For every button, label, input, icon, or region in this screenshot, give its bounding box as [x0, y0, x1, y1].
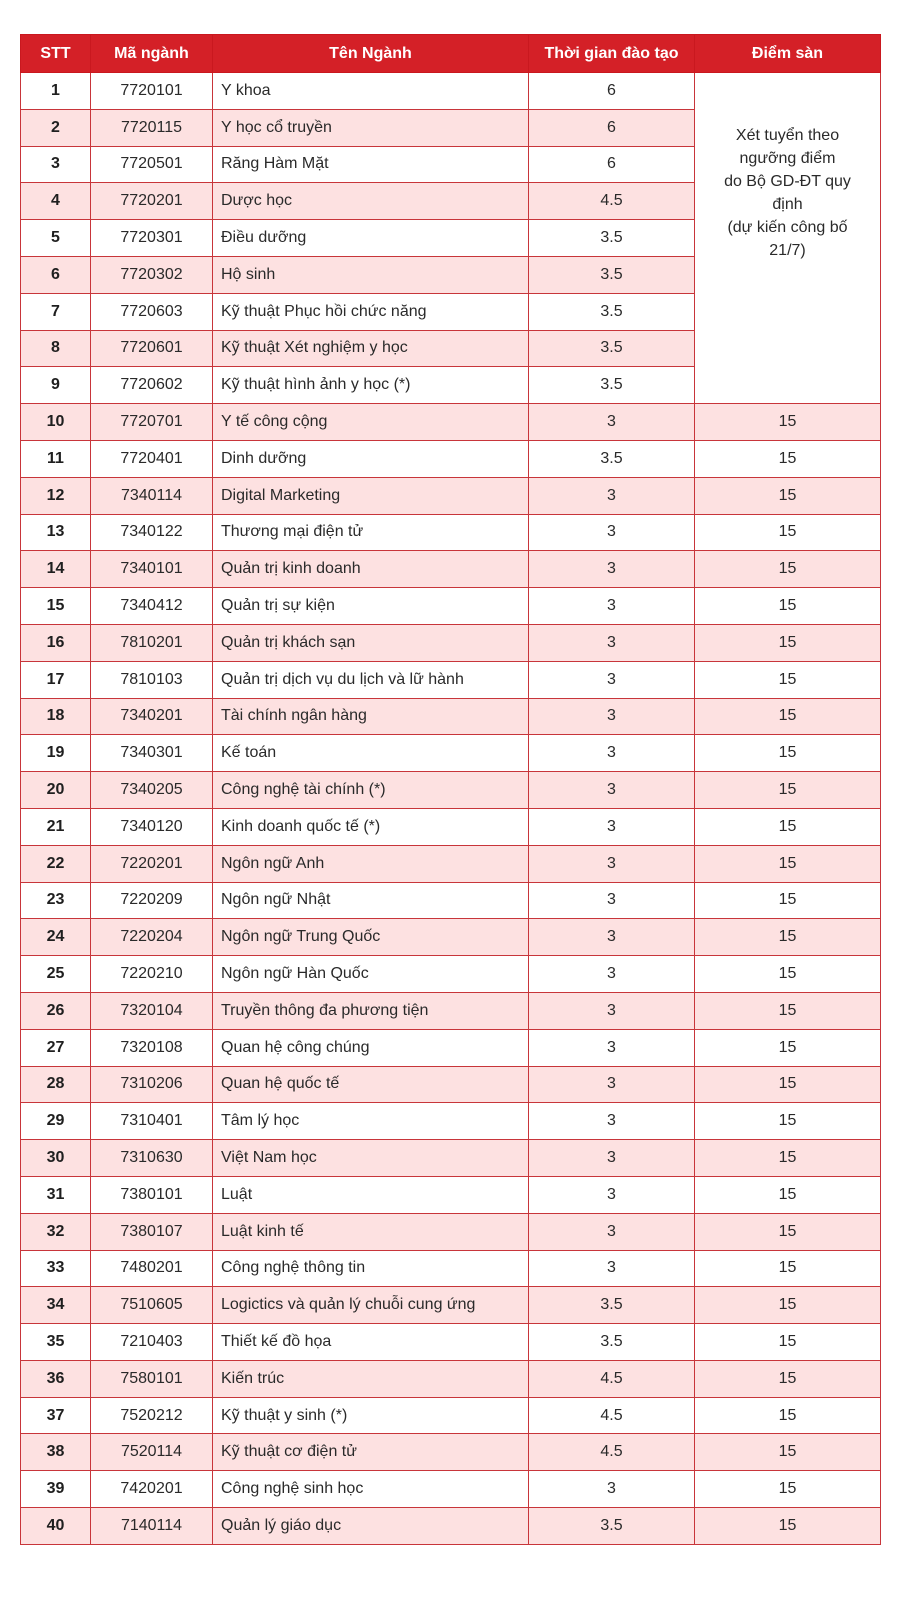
cell-stt: 36: [21, 1360, 91, 1397]
cell-name: Truyền thông đa phương tiện: [213, 992, 529, 1029]
cell-name: Y học cổ truyền: [213, 109, 529, 146]
cell-score: 15: [695, 1287, 881, 1324]
cell-name: Điều dưỡng: [213, 220, 529, 257]
cell-name: Kỹ thuật y sinh (*): [213, 1397, 529, 1434]
cell-score: 15: [695, 624, 881, 661]
cell-code: 7320104: [91, 992, 213, 1029]
table-header-row: [21, 35, 881, 73]
admission-table: [20, 34, 881, 1545]
cell-code: 7340114: [91, 477, 213, 514]
cell-stt: 9: [21, 367, 91, 404]
cell-duration: 3: [529, 477, 695, 514]
cell-stt: 14: [21, 551, 91, 588]
cell-duration: 3.5: [529, 293, 695, 330]
cell-code: 7340120: [91, 808, 213, 845]
table-row: [21, 1029, 881, 1066]
cell-code: 7310401: [91, 1103, 213, 1140]
cell-code: 7720602: [91, 367, 213, 404]
cell-stt: 15: [21, 588, 91, 625]
cell-score: 15: [695, 1397, 881, 1434]
cell-duration: 3: [529, 956, 695, 993]
cell-stt: 25: [21, 956, 91, 993]
table-row: [21, 772, 881, 809]
cell-duration: 3: [529, 404, 695, 441]
table-row: [21, 956, 881, 993]
cell-duration: 3: [529, 1066, 695, 1103]
header-stt: STT: [21, 35, 91, 73]
cell-score: 15: [695, 845, 881, 882]
table-row: [21, 698, 881, 735]
cell-name: Quản trị khách sạn: [213, 624, 529, 661]
cell-code: 7220209: [91, 882, 213, 919]
cell-stt: 2: [21, 109, 91, 146]
cell-score: 15: [695, 404, 881, 441]
cell-score: 15: [695, 1140, 881, 1177]
cell-stt: 18: [21, 698, 91, 735]
cell-score: 15: [695, 1103, 881, 1140]
table-row: [21, 808, 881, 845]
table-row: [21, 1471, 881, 1508]
cell-duration: 4.5: [529, 1434, 695, 1471]
cell-code: 7220201: [91, 845, 213, 882]
cell-score: 15: [695, 808, 881, 845]
cell-stt: 27: [21, 1029, 91, 1066]
cell-stt: 30: [21, 1140, 91, 1177]
cell-score: 15: [695, 1508, 881, 1545]
cell-duration: 3: [529, 882, 695, 919]
table-body: [21, 73, 881, 1545]
cell-code: 7380101: [91, 1176, 213, 1213]
table-row: [21, 1176, 881, 1213]
cell-score: 15: [695, 992, 881, 1029]
cell-duration: 3.5: [529, 220, 695, 257]
cell-stt: 6: [21, 256, 91, 293]
table-row: [21, 1397, 881, 1434]
cell-score: 15: [695, 698, 881, 735]
table-row: [21, 1324, 881, 1361]
header-score: Điểm sàn: [695, 35, 881, 73]
cell-score: 15: [695, 772, 881, 809]
cell-name: Dược học: [213, 183, 529, 220]
cell-name: Thương mại điện tử: [213, 514, 529, 551]
cell-name: Logictics và quản lý chuỗi cung ứng: [213, 1287, 529, 1324]
cell-stt: 38: [21, 1434, 91, 1471]
cell-name: Quan hệ công chúng: [213, 1029, 529, 1066]
cell-duration: 4.5: [529, 1360, 695, 1397]
cell-code: 7810201: [91, 624, 213, 661]
cell-code: 7380107: [91, 1213, 213, 1250]
cell-code: 7340301: [91, 735, 213, 772]
cell-stt: 39: [21, 1471, 91, 1508]
cell-duration: 3.5: [529, 367, 695, 404]
cell-score: 15: [695, 551, 881, 588]
table-row: [21, 1213, 881, 1250]
cell-stt: 12: [21, 477, 91, 514]
cell-code: 7340122: [91, 514, 213, 551]
cell-name: Luật: [213, 1176, 529, 1213]
cell-name: Y khoa: [213, 73, 529, 110]
cell-score: 15: [695, 1360, 881, 1397]
cell-name: Việt Nam học: [213, 1140, 529, 1177]
cell-code: 7220210: [91, 956, 213, 993]
cell-stt: 10: [21, 404, 91, 441]
cell-code: 7720201: [91, 183, 213, 220]
table-row: [21, 477, 881, 514]
cell-score: 15: [695, 1471, 881, 1508]
cell-name: Quản trị dịch vụ du lịch và lữ hành: [213, 661, 529, 698]
cell-duration: 3.5: [529, 1508, 695, 1545]
cell-duration: 3: [529, 735, 695, 772]
cell-duration: 3.5: [529, 1324, 695, 1361]
cell-stt: 22: [21, 845, 91, 882]
cell-name: Công nghệ sinh học: [213, 1471, 529, 1508]
cell-code: 7720302: [91, 256, 213, 293]
cell-code: 7720101: [91, 73, 213, 110]
cell-duration: 3.5: [529, 256, 695, 293]
cell-duration: 3: [529, 551, 695, 588]
table-row: [21, 1287, 881, 1324]
cell-stt: 1: [21, 73, 91, 110]
cell-duration: 3: [529, 661, 695, 698]
table-row: [21, 661, 881, 698]
cell-stt: 5: [21, 220, 91, 257]
cell-stt: 31: [21, 1176, 91, 1213]
cell-name: Công nghệ tài chính (*): [213, 772, 529, 809]
cell-stt: 16: [21, 624, 91, 661]
cell-code: 7320108: [91, 1029, 213, 1066]
cell-name: Thiết kế đồ họa: [213, 1324, 529, 1361]
cell-stt: 26: [21, 992, 91, 1029]
cell-stt: 19: [21, 735, 91, 772]
cell-name: Luật kinh tế: [213, 1213, 529, 1250]
table-row: [21, 404, 881, 441]
table-row: [21, 1434, 881, 1471]
table-row: [21, 514, 881, 551]
cell-duration: 3: [529, 919, 695, 956]
cell-duration: 3.5: [529, 440, 695, 477]
cell-duration: 3: [529, 624, 695, 661]
cell-score: 15: [695, 919, 881, 956]
cell-duration: 3: [529, 1176, 695, 1213]
cell-score: 15: [695, 882, 881, 919]
cell-name: Kinh doanh quốc tế (*): [213, 808, 529, 845]
cell-code: 7580101: [91, 1360, 213, 1397]
cell-score: 15: [695, 735, 881, 772]
cell-stt: 29: [21, 1103, 91, 1140]
header-name: Tên Ngành: [213, 35, 529, 73]
cell-stt: 28: [21, 1066, 91, 1103]
table-row: [21, 440, 881, 477]
cell-score: 15: [695, 661, 881, 698]
cell-score: 15: [695, 1324, 881, 1361]
cell-name: Hộ sinh: [213, 256, 529, 293]
cell-name: Quản lý giáo dục: [213, 1508, 529, 1545]
cell-stt: 7: [21, 293, 91, 330]
cell-duration: 3: [529, 808, 695, 845]
cell-stt: 3: [21, 146, 91, 183]
cell-code: 7310206: [91, 1066, 213, 1103]
cell-duration: 3: [529, 772, 695, 809]
cell-name: Ngôn ngữ Nhật: [213, 882, 529, 919]
cell-duration: 3: [529, 992, 695, 1029]
cell-stt: 20: [21, 772, 91, 809]
table-row: [21, 992, 881, 1029]
cell-duration: 3: [529, 845, 695, 882]
cell-score: 15: [695, 1176, 881, 1213]
cell-stt: 37: [21, 1397, 91, 1434]
cell-stt: 11: [21, 440, 91, 477]
cell-name: Kế toán: [213, 735, 529, 772]
table-row: [21, 919, 881, 956]
cell-duration: 3: [529, 1471, 695, 1508]
cell-stt: 8: [21, 330, 91, 367]
cell-duration: 6: [529, 73, 695, 110]
table-row: [21, 1508, 881, 1545]
cell-code: 7340412: [91, 588, 213, 625]
table-row: [21, 735, 881, 772]
table-row: [21, 624, 881, 661]
cell-name: Quản trị kinh doanh: [213, 551, 529, 588]
cell-code: 7720601: [91, 330, 213, 367]
header-duration: Thời gian đào tạo: [529, 35, 695, 73]
cell-name: Kỹ thuật Phục hồi chức năng: [213, 293, 529, 330]
cell-score: 15: [695, 1213, 881, 1250]
cell-score: 15: [695, 440, 881, 477]
cell-duration: 3.5: [529, 1287, 695, 1324]
cell-code: 7210403: [91, 1324, 213, 1361]
cell-code: 7340205: [91, 772, 213, 809]
cell-code: 7340201: [91, 698, 213, 735]
cell-score: 15: [695, 514, 881, 551]
cell-stt: 35: [21, 1324, 91, 1361]
cell-name: Y tế công cộng: [213, 404, 529, 441]
cell-name: Kiến trúc: [213, 1360, 529, 1397]
cell-name: Ngôn ngữ Anh: [213, 845, 529, 882]
cell-duration: 3: [529, 1213, 695, 1250]
table-row: [21, 1066, 881, 1103]
cell-duration: 3: [529, 1029, 695, 1066]
cell-duration: 3: [529, 514, 695, 551]
cell-name: Tâm lý học: [213, 1103, 529, 1140]
cell-score: 15: [695, 1250, 881, 1287]
cell-duration: 6: [529, 109, 695, 146]
cell-score: 15: [695, 956, 881, 993]
table-row: [21, 73, 881, 110]
cell-stt: 34: [21, 1287, 91, 1324]
cell-code: 7720115: [91, 109, 213, 146]
cell-score: 15: [695, 1029, 881, 1066]
table-row: [21, 551, 881, 588]
cell-stt: 40: [21, 1508, 91, 1545]
cell-code: 7310630: [91, 1140, 213, 1177]
table-row: [21, 1140, 881, 1177]
cell-stt: 32: [21, 1213, 91, 1250]
cell-name: Ngôn ngữ Hàn Quốc: [213, 956, 529, 993]
table-row: [21, 1360, 881, 1397]
cell-code: 7520114: [91, 1434, 213, 1471]
cell-duration: 6: [529, 146, 695, 183]
cell-code: 7220204: [91, 919, 213, 956]
cell-name: Dinh dưỡng: [213, 440, 529, 477]
cell-duration: 4.5: [529, 1397, 695, 1434]
cell-code: 7720603: [91, 293, 213, 330]
cell-stt: 23: [21, 882, 91, 919]
cell-name: Răng Hàm Mặt: [213, 146, 529, 183]
cell-score: 15: [695, 477, 881, 514]
cell-score: 15: [695, 588, 881, 625]
admission-table-container: [20, 34, 880, 1545]
cell-duration: 3: [529, 1140, 695, 1177]
cell-code: 7510605: [91, 1287, 213, 1324]
cell-name: Ngôn ngữ Trung Quốc: [213, 919, 529, 956]
cell-stt: 13: [21, 514, 91, 551]
cell-duration: 3: [529, 1250, 695, 1287]
cell-code: 7420201: [91, 1471, 213, 1508]
cell-code: 7140114: [91, 1508, 213, 1545]
cell-name: Kỹ thuật cơ điện tử: [213, 1434, 529, 1471]
cell-stt: 21: [21, 808, 91, 845]
table-row: [21, 845, 881, 882]
cell-name: Digital Marketing: [213, 477, 529, 514]
cell-code: 7720501: [91, 146, 213, 183]
table-row: [21, 1103, 881, 1140]
cell-score: 15: [695, 1066, 881, 1103]
cell-name: Quản trị sự kiện: [213, 588, 529, 625]
cell-code: 7340101: [91, 551, 213, 588]
cell-code: 7720401: [91, 440, 213, 477]
cell-code: 7520212: [91, 1397, 213, 1434]
cell-duration: 4.5: [529, 183, 695, 220]
table-row: [21, 882, 881, 919]
cell-score: 15: [695, 1434, 881, 1471]
cell-code: 7720701: [91, 404, 213, 441]
cell-stt: 24: [21, 919, 91, 956]
cell-code: 7720301: [91, 220, 213, 257]
table-row: [21, 588, 881, 625]
cell-code: 7810103: [91, 661, 213, 698]
cell-name: Tài chính ngân hàng: [213, 698, 529, 735]
cell-duration: 3: [529, 1103, 695, 1140]
cell-code: 7480201: [91, 1250, 213, 1287]
table-row: [21, 1250, 881, 1287]
cell-name: Quan hệ quốc tế: [213, 1066, 529, 1103]
cell-stt: 4: [21, 183, 91, 220]
score-merged-note: Xét tuyển theo ngưỡng điểm do Bộ GD-ĐT quy định (dự kiến công bố 21/7): [695, 73, 881, 404]
cell-stt: 33: [21, 1250, 91, 1287]
cell-duration: 3: [529, 698, 695, 735]
header-code: Mã ngành: [91, 35, 213, 73]
cell-stt: 17: [21, 661, 91, 698]
cell-duration: 3: [529, 588, 695, 625]
cell-name: Công nghệ thông tin: [213, 1250, 529, 1287]
cell-name: Kỹ thuật Xét nghiệm y học: [213, 330, 529, 367]
cell-duration: 3.5: [529, 330, 695, 367]
cell-name: Kỹ thuật hình ảnh y học (*): [213, 367, 529, 404]
